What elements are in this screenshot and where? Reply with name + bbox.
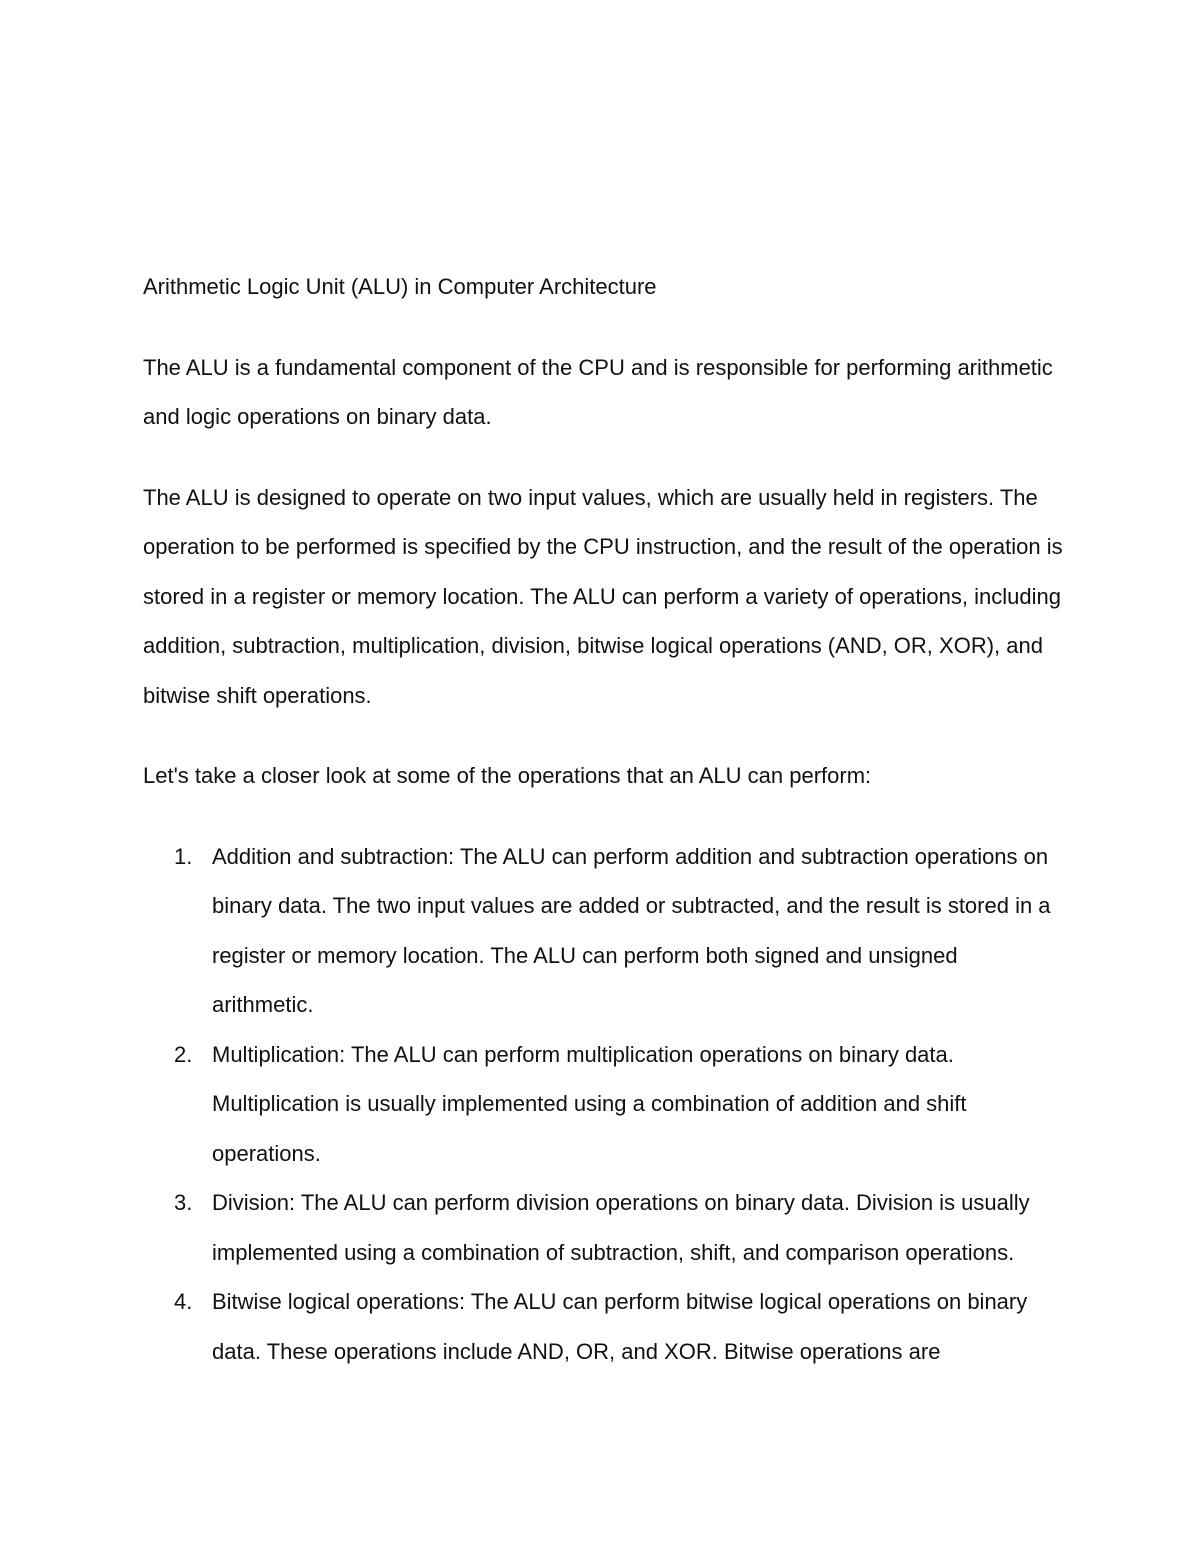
list-intro-paragraph: Let's take a closer look at some of the operations that an ALU can perform:: [143, 763, 872, 788]
list-item-number: 3.: [174, 1190, 193, 1215]
document-body: [143, 262, 1063, 1376]
list-item-text: Bitwise logical operations: The ALU can perform bitwise logical operations on binary data. These operations include AND, OR, and XOR. Bitwise operations are: [212, 1289, 1028, 1364]
list-item-text: Addition and subtraction: The ALU can perform addition and subtraction operations on binary data. The two input values are added or subtracted, and the result is stored in a register or memory location. The ALU can perform both signed and unsigned arithmetic.: [212, 843, 1051, 1017]
list-item: [143, 832, 1063, 1030]
intro-paragraph: The ALU is a fundamental component of the CPU and is responsible for performing arithmetic and logic operations on binary data.: [143, 354, 1053, 429]
document-title: Arithmetic Logic Unit (ALU) in Computer Architecture: [143, 274, 657, 299]
list-item-text: Multiplication: The ALU can perform multiplication operations on binary data. Multiplication is usually implemented using a combination of addition and shift operations.: [212, 1041, 967, 1166]
description-paragraph: The ALU is designed to operate on two input values, which are usually held in registers. The operation to be performed is specified by the CPU instruction, and the result of the operation is stored in a register or memory location. The ALU can perform a variety of operations, including addition, subtraction, multiplication, division, bitwise logical operations (AND, OR, XOR), and bitwise shift operations.: [143, 484, 1063, 708]
operations-list: [143, 832, 1063, 1377]
list-item-number: 4.: [174, 1289, 193, 1314]
list-item-number: 1.: [174, 843, 193, 869]
list-item: [143, 1277, 1063, 1376]
list-item: [143, 1178, 1063, 1277]
list-item: [143, 1030, 1063, 1179]
list-item-number: 2.: [174, 1041, 193, 1067]
list-item-text: Division: The ALU can perform division operations on binary data. Division is usually implemented using a combination of subtraction, shift, and comparison operations.: [212, 1190, 1030, 1265]
